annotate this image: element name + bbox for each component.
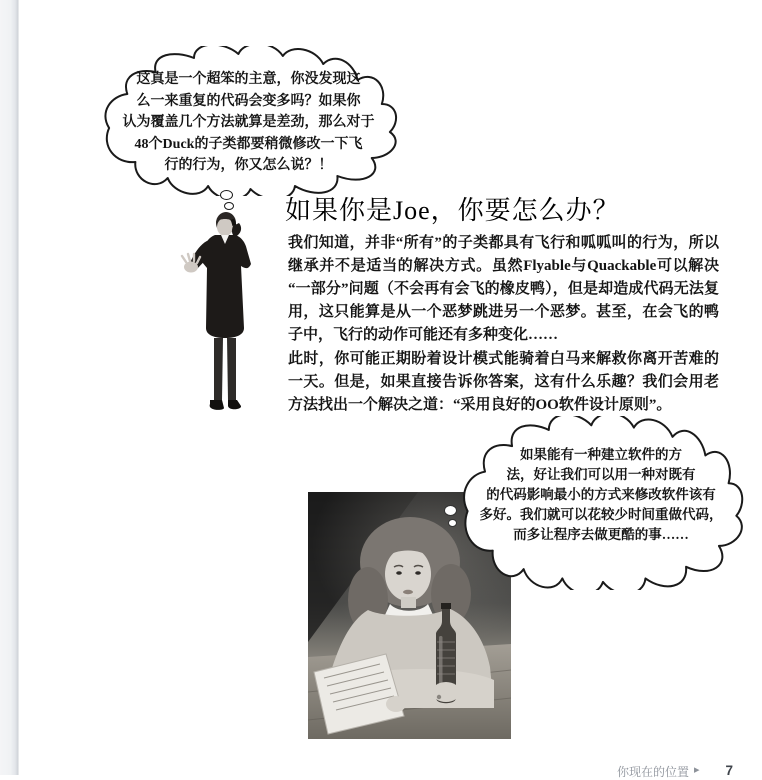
- page-footer: [617, 763, 733, 780]
- bubble-text-wish: [456, 416, 746, 590]
- thought-trail-dot: [224, 202, 234, 210]
- thought-bubble-wish: [456, 416, 746, 590]
- bubble-line: 这真是一个超笨的主意，你没发现这: [136, 72, 361, 88]
- body-paragraph-2: 此时，你可能正期盼着设计模式能骑着白马来解救你离开苦难的一天。但是，如果直接告诉你答案，这有什么乐趣？我们会用老方法找出一个解决之道：“采用良好的OO软件设计原则”。: [288, 351, 719, 413]
- section-heading: 如果你是Joe，你要怎么办？: [285, 196, 620, 225]
- page-gutter-shadow: [0, 0, 19, 775]
- bubble-line: 法，好让我们可以用一种对既有: [506, 467, 696, 482]
- bubble-line: 如果能有一种建立软件的方: [520, 447, 682, 462]
- thought-trail-dot: [448, 519, 457, 527]
- bubble-line: 而多让程序去做更酷的事……: [513, 527, 689, 542]
- bubble-line: 么一来重复的代码会变多吗？如果你: [136, 93, 361, 109]
- bubble-line: 多好。我们就可以花较少时间重做代码，: [479, 507, 723, 522]
- thought-trail-dot: [444, 505, 457, 516]
- bubble-line: 的代码影响最小的方式来修改软件该有: [486, 487, 716, 502]
- photo-joe-on-phone: [180, 210, 268, 424]
- thought-trail-dot: [220, 190, 233, 200]
- joe-illustration: [180, 210, 268, 424]
- bubble-text-joe-complaint: [97, 46, 400, 196]
- bubble-line: 行的行为，你又怎么说？！: [164, 158, 333, 174]
- body-paragraph-1: 我们知道，并非“所有”的子类都具有飞行和呱呱叫的行为，所以继承并不是适当的解决方式。虽然Flyable与Quackable可以解决“一部分”问题（不会再有会飞的橡皮鸭），但是却造成代码无法复用，这只能算是从一个恶梦跳进另一个恶梦。甚至，在会飞的鸭子中，飞行的动作可能还有多种变化……: [288, 235, 719, 343]
- bubble-line: 认为覆盖几个方法就算是差劲，那么对于: [122, 115, 375, 131]
- footer-arrow-icon: ▸: [694, 764, 700, 776]
- footer-location-label: 你现在的位置: [617, 765, 690, 779]
- page-number: 7: [725, 763, 734, 778]
- bubble-line: 48个Duck的子类都要稍微修改一下飞: [134, 136, 363, 152]
- thought-bubble-joe-complaint: [97, 46, 400, 196]
